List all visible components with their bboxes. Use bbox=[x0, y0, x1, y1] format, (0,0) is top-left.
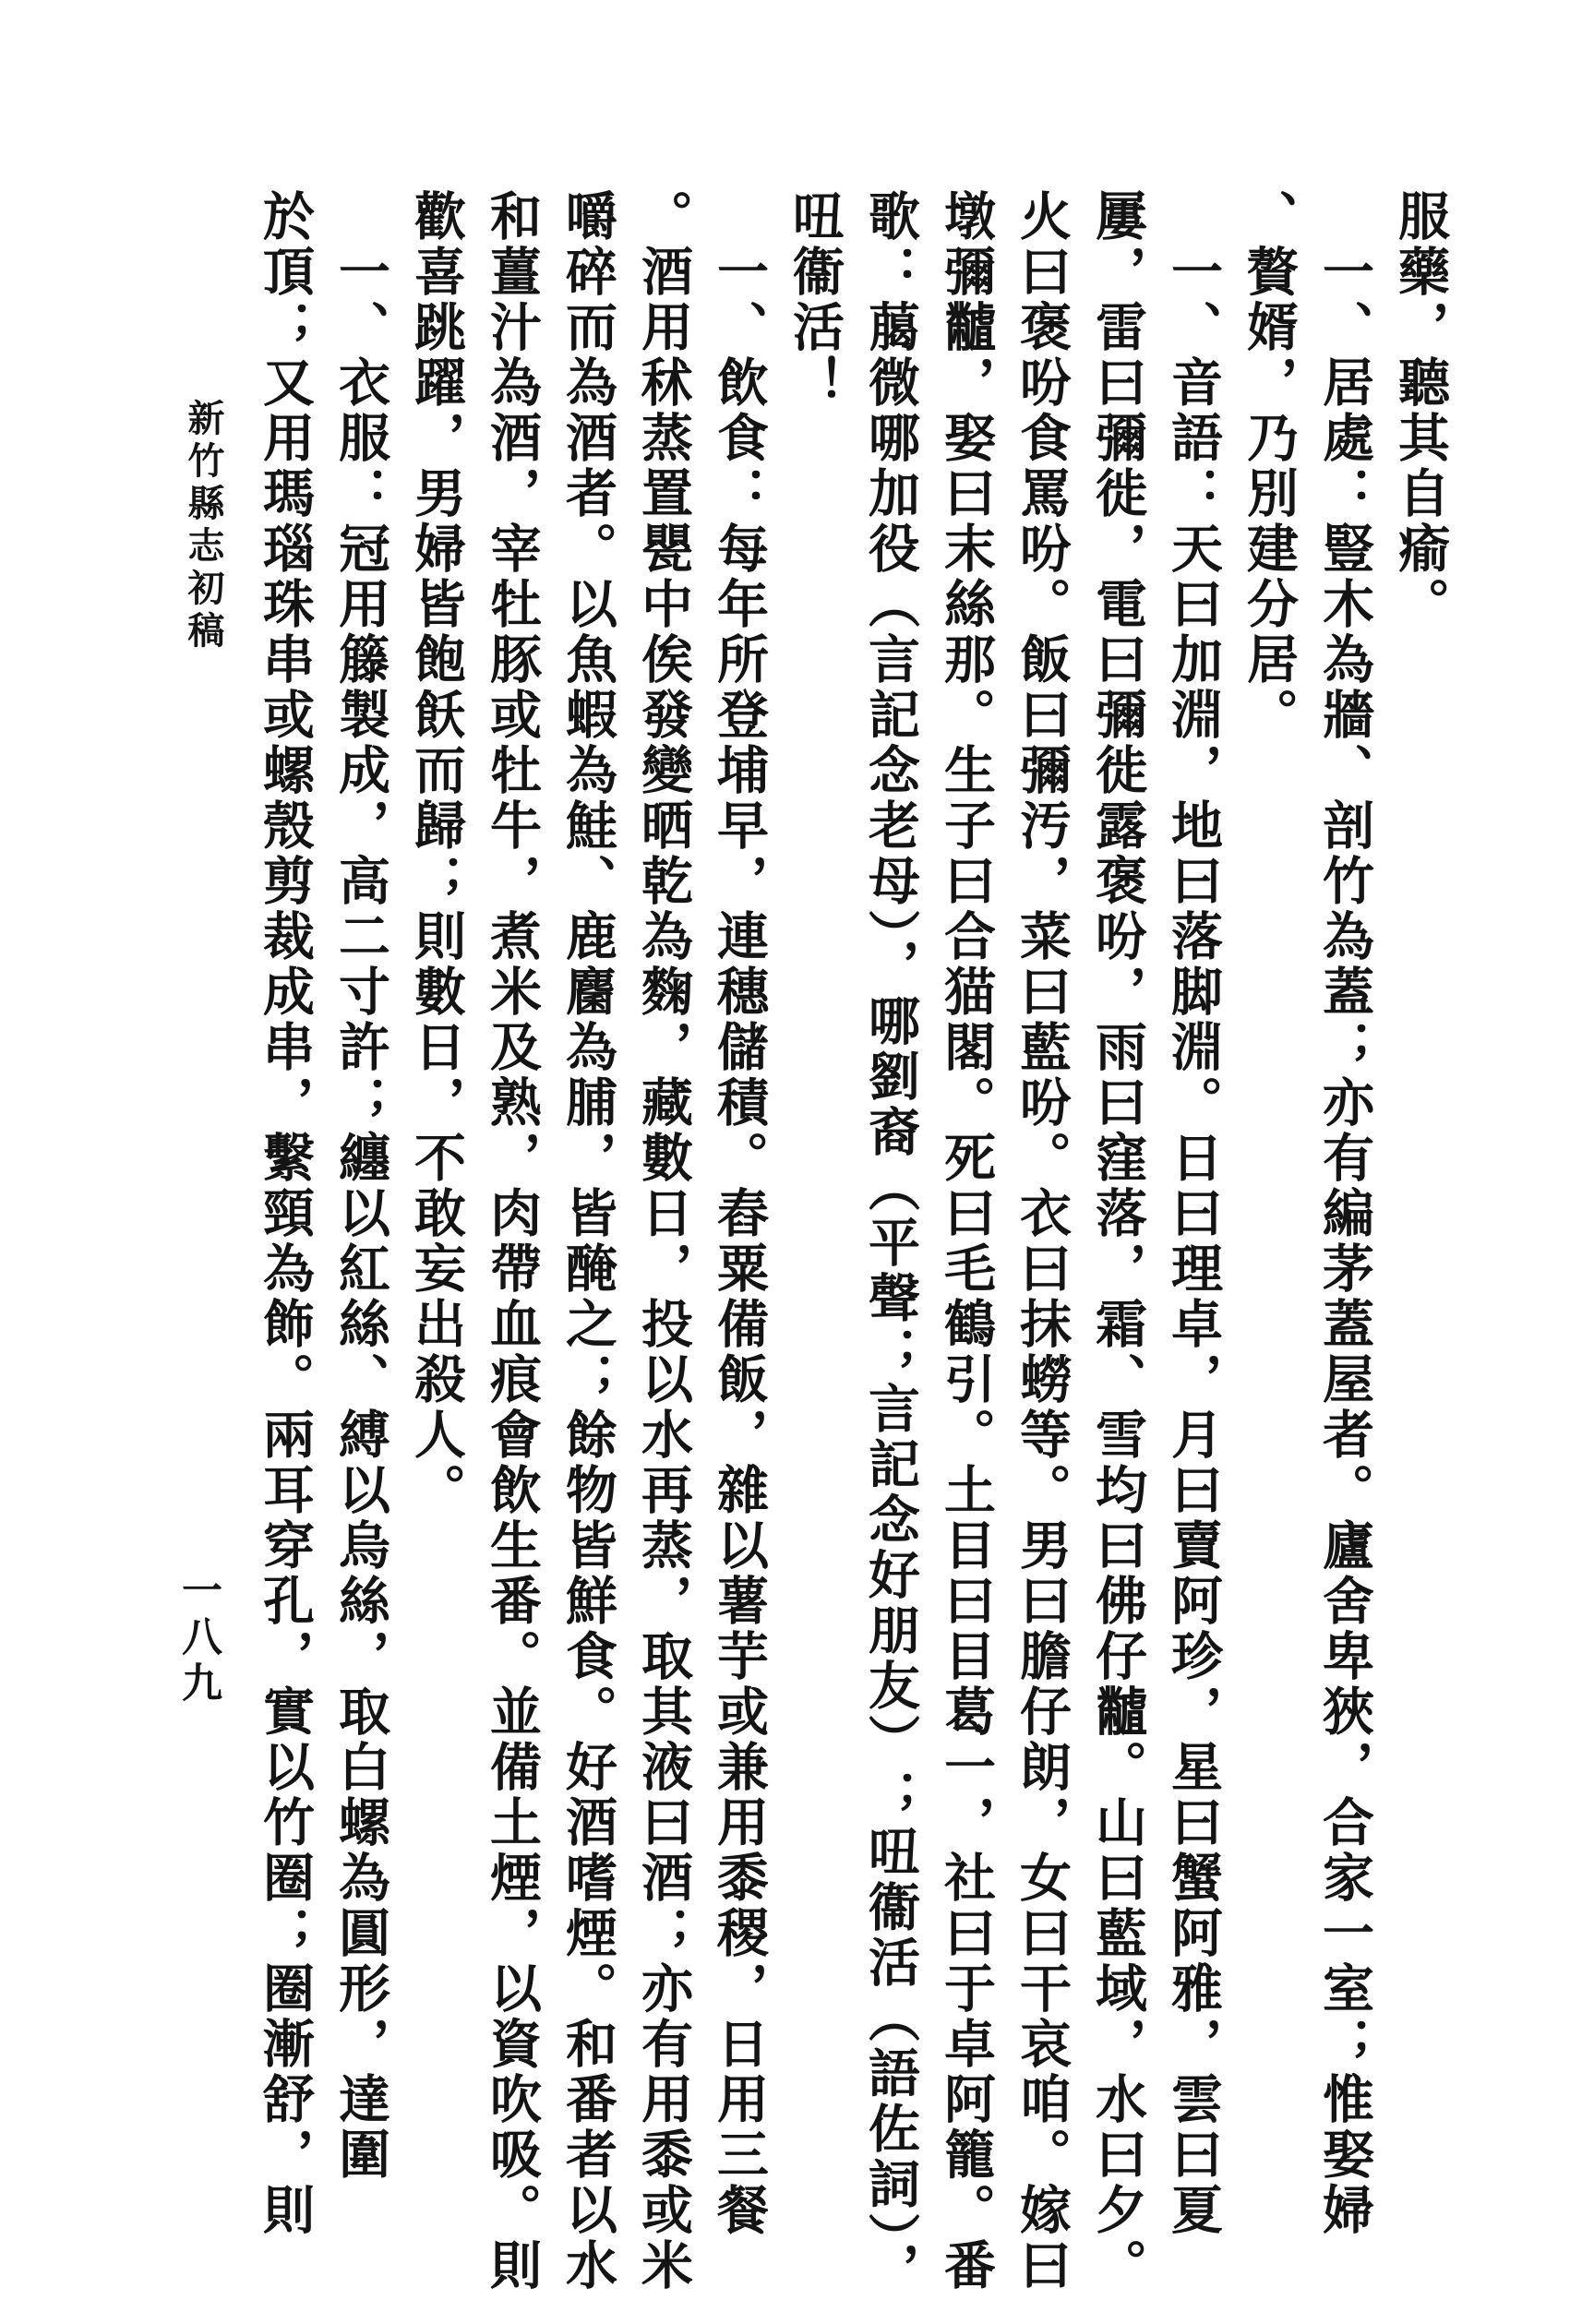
text-column: 吜衞活！ bbox=[785, 189, 845, 411]
text-column: 屢，雷曰彌徙，電曰彌徙露褒吩，雨曰窪落，霜、雪均曰佛仔𪓐。山曰藍域，水曰夕。 bbox=[1087, 189, 1148, 2294]
text-column: 一、飲食：每年所登埔早，連穗儲積。舂粟備飯，雜以薯芋或兼用黍稷，日用三餐 bbox=[709, 189, 770, 2238]
text-column: 歌：﨟微哪加役（言記念老母），哪劉裔（平聲；言記念好朋友）；吜衞活（語佐詞）， bbox=[860, 189, 921, 2297]
text-column: 一、衣服：冠用籐製成，高二寸許；纏以紅絲、縛以烏絲，取白螺為圓形，達圍 bbox=[330, 189, 391, 2183]
page-number: 一八九 bbox=[174, 1569, 222, 1707]
text-column: 歡喜跳躍，男婦皆飽飫而歸；則數日，不敢妄出殺人。 bbox=[406, 189, 467, 1518]
text-column: 火曰褒吩食罵吩。飯曰彌汚，菜曰藍吩。衣曰抹蟧等。男曰膽仔朗，女曰干哀咱。嫁曰 bbox=[1012, 189, 1073, 2294]
body-text bbox=[249, 189, 1458, 2297]
text-column: 墩彌𪓐，娶曰末絲那。生子曰合猫閣。死曰毛鶴引。土目曰目葛一，社曰于卓阿籠。番 bbox=[936, 189, 997, 2294]
text-column: 嚼碎而為酒者。以魚蝦為鮭、鹿麕為脯，皆醃之；餘物皆鮮食。好酒嗜煙。和番者以水 bbox=[557, 189, 618, 2294]
text-column: 。酒用秫蒸置甖中俟發變晒乾為麴，藏數日，投以水再蒸，取其液曰酒；亦有用黍或米 bbox=[633, 189, 694, 2294]
text-column: 於頂；又用瑪瑙珠串或螺殼剪裁成串，繫頸為飾。兩耳穿孔，實以竹圈；圈漸舒，則 bbox=[255, 189, 316, 2238]
text-column: 服藥，聽其自瘉。 bbox=[1390, 189, 1451, 632]
running-title: 新竹縣志初稿 bbox=[182, 399, 225, 653]
text-column: 和薑汁為酒，宰牡豚或牡牛，煮米及熟，肉帶血痕會飲生番。並備土煙，以資吹吸。則 bbox=[482, 189, 543, 2294]
text-column: 、贅婿，乃別建分居。 bbox=[1239, 189, 1300, 743]
text-column: 一、居處：豎木為牆、剖竹為蓋；亦有編茅蓋屋者。廬舍卑狹，合家一室；惟娶婦 bbox=[1314, 189, 1375, 2238]
text-column: 一、音語：天曰加淵，地曰落脚淵。日曰理卓，月曰賣阿珍，星曰蟹阿雅，雲曰夏 bbox=[1163, 189, 1224, 2238]
